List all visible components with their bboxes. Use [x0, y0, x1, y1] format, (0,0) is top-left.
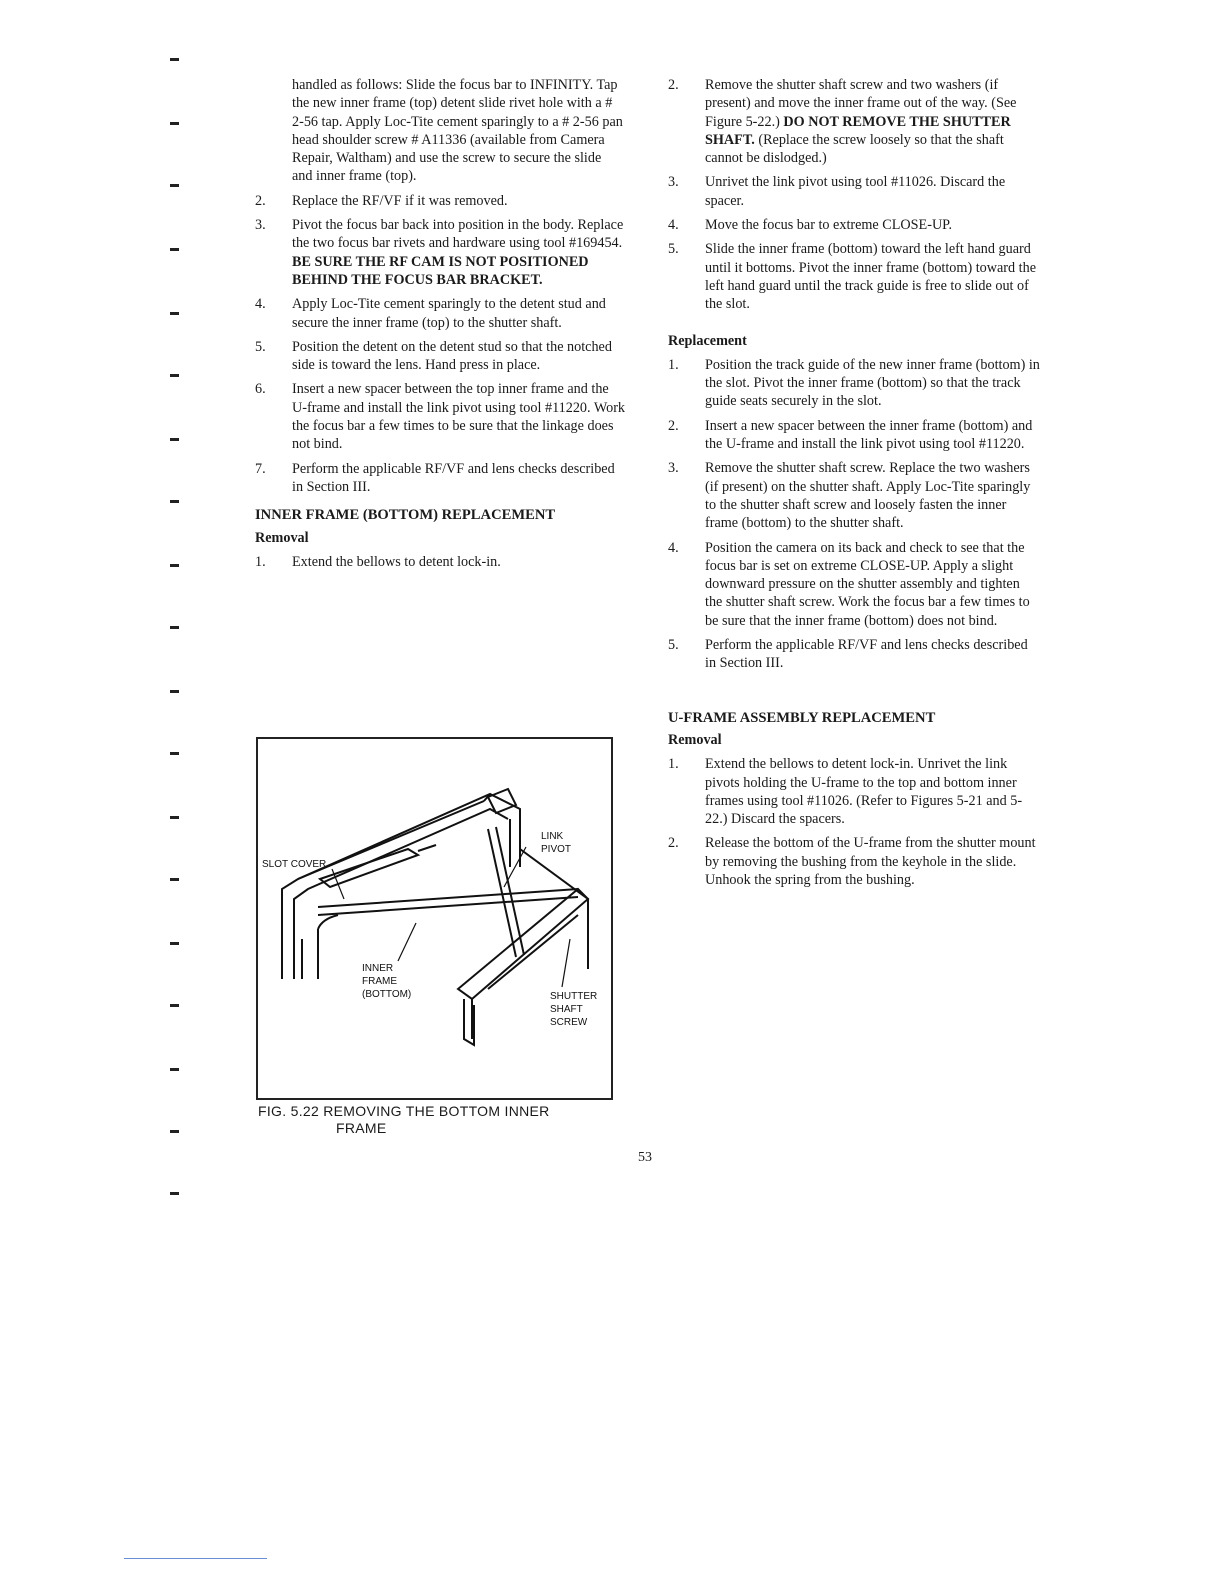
margin-mark [170, 1068, 179, 1071]
item-warning: DO NOT REMOVE THE SHUTTER SHAFT. [705, 113, 1011, 148]
margin-mark [170, 500, 179, 503]
list-item [668, 459, 1040, 532]
item-text: Position the track guide of the new inner frame (bottom) in the slot. Pivot the inner frame (bottom) so that the track guide seats securely in the slot. [705, 356, 1040, 410]
list-item [668, 834, 1040, 889]
item-number: 6. [255, 381, 266, 398]
caption-line: FIG. 5.22 REMOVING THE BOTTOM INNER [258, 1103, 550, 1119]
inner-frame-drawing [258, 739, 611, 1098]
list-item [255, 338, 625, 375]
list-item [668, 636, 1040, 673]
margin-mark [170, 752, 179, 755]
item-number: 2. [668, 417, 679, 434]
list-item [668, 417, 1040, 454]
label-bottom: (BOTTOM) [362, 989, 412, 1000]
item-text: Apply Loc-Tite cement sparingly to the detent stud and secure the inner frame (top) to the shutter shaft. [292, 296, 606, 331]
margin-mark [170, 942, 179, 945]
label-slot-cover: SLOT COVER [262, 859, 327, 870]
item-number: 4. [255, 296, 266, 313]
page-number: 53 [638, 1150, 652, 1165]
label-screw: SCREW [550, 1017, 588, 1028]
margin-mark [170, 878, 179, 881]
list-item [255, 216, 625, 289]
list-item [255, 380, 625, 453]
item-text: Pivot the focus bar back into position in the body. Replace the two focus bar rivets and hardware using tool #169454. [292, 217, 624, 252]
list-item [668, 755, 1040, 828]
item-number: 1. [668, 356, 679, 373]
margin-mark [170, 564, 179, 567]
label-inner: INNER [362, 963, 394, 974]
margin-mark [170, 438, 179, 441]
item-text: Move the focus bar to extreme CLOSE-UP. [705, 217, 953, 234]
item-text: Replace the RF/VF if it was removed. [292, 192, 508, 209]
figure-illustration [256, 737, 613, 1100]
margin-mark [170, 122, 179, 125]
item-text: Unrivet the link pivot using tool #11026. Discard the spacer. [705, 174, 1006, 209]
item-text: Remove the shutter shaft screw. Replace the two washers (if present) on the shutter shaft. Apply Loc-Tite sparingly to the shutter shaft screw and loosely fasten the inner frame (bottom) to the shutter shaft. [705, 460, 1031, 532]
item-number: 3. [255, 217, 266, 234]
margin-mark [170, 184, 179, 187]
label-link: LINK [541, 831, 564, 842]
list-item [668, 216, 1040, 234]
item-text: Position the detent on the detent stud so that the notched side is toward the lens. Hand press in place. [292, 338, 612, 374]
section-heading: INNER FRAME (BOTTOM) REPLACEMENT [255, 507, 556, 524]
item-text: Perform the applicable RF/VF and lens checks described in Section III. [292, 460, 615, 495]
item-number: 2. [668, 835, 679, 852]
intro-paragraph: handled as follows: Slide the focus bar to INFINITY. Tap the new inner frame (top) detent slide rivet hole with a # 2-56 tap. Apply Loc-Tite cement sparingly to a # 2-56 pan head shoulder screw # A11336 (available from Camera Repair, Waltham) and use the screw to secure the slide and inner frame (top). [292, 77, 623, 185]
list-item [668, 76, 1040, 167]
margin-mark [170, 1192, 179, 1195]
item-text: Insert a new spacer between the top inner frame and the U-frame and install the link pivot using tool #11220. Work the focus bar a few times to be sure that the linkage does not bind. [292, 381, 626, 453]
margin-mark [170, 58, 179, 61]
list-item [255, 192, 625, 210]
item-text: Remove the shutter shaft screw and two washers (if present) and move the inner frame out of the way. (See Figure 5-22.) [705, 77, 1017, 130]
subsection-heading: Replacement [668, 332, 747, 349]
item-number: 1. [255, 553, 266, 570]
margin-mark [170, 816, 179, 819]
list-item [255, 460, 625, 497]
caption-line: FRAME [336, 1120, 387, 1136]
label-shutter: SHUTTER [550, 991, 598, 1002]
margin-mark [170, 1004, 179, 1007]
item-text: Insert a new spacer between the inner frame (bottom) and the U-frame and install the link pivot using tool #11220. [705, 417, 1033, 453]
item-text: Position the camera on its back and check to see that the focus bar is set on extreme CLOSE-UP. Apply a slight downward pressure on the shutter assembly and tighten the shutter shaft screw. Work the focus bar a few times to be sure that the inner frame (bottom) does not bind. [705, 539, 1030, 629]
item-number: 4. [668, 539, 679, 556]
margin-mark [170, 690, 179, 693]
item-text: Slide the inner frame (bottom) toward the left hand guard until it bottoms. Pivot the inner frame (bottom) toward the left hand guard until the track guide is free to slide out of the slot. [705, 241, 1036, 313]
footer-rule [124, 1558, 267, 1559]
label-frame: FRAME [362, 976, 397, 987]
item-number: 7. [255, 460, 266, 477]
label-pivot: PIVOT [541, 844, 572, 855]
list-item [255, 553, 625, 571]
item-text: Extend the bellows to detent lock-in. [292, 553, 501, 570]
section-heading: U-FRAME ASSEMBLY REPLACEMENT [668, 709, 936, 726]
list-item [668, 539, 1040, 630]
list-item [668, 240, 1040, 313]
item-number: 5. [255, 338, 266, 355]
label-shaft: SHAFT [550, 1004, 583, 1015]
item-number: 1. [668, 756, 679, 773]
list-item [668, 356, 1040, 411]
item-number: 2. [255, 192, 266, 209]
subsection-heading: Removal [255, 529, 309, 546]
item-number: 2. [668, 77, 679, 93]
item-number: 4. [668, 217, 679, 234]
item-number: 3. [668, 460, 679, 477]
item-number: 3. [668, 174, 679, 191]
margin-mark [170, 1130, 179, 1133]
item-number: 5. [668, 637, 679, 654]
right-column [668, 76, 1040, 895]
item-text: Release the bottom of the U-frame from the shutter mount by removing the bushing from the keyhole in the slide. Unhook the spring from the bushing. [705, 835, 1036, 888]
figure-caption [258, 1103, 638, 1137]
left-column [255, 76, 625, 577]
item-text-after: (Replace the screw loosely so that the shaft cannot be dislodged.) [705, 131, 1004, 167]
item-text: Perform the applicable RF/VF and lens checks described in Section III. [705, 637, 1028, 672]
item-text: Extend the bellows to detent lock-in. Unrivet the link pivots holding the U-frame to the top and bottom inner frames using tool #11026. (Refer to Figures 5-21 and 5-22.) Discard the spacers. [705, 756, 1023, 828]
item-warning: BE SURE THE RF CAM IS NOT POSITIONED BEHIND THE FOCUS BAR BRACKET. [292, 253, 589, 288]
margin-mark [170, 248, 179, 251]
list-item [255, 295, 625, 332]
margin-mark [170, 312, 179, 315]
item-number: 5. [668, 241, 679, 258]
subsection-heading: Removal [668, 731, 722, 748]
list-item [668, 173, 1040, 210]
margin-mark [170, 626, 179, 629]
margin-mark [170, 374, 179, 377]
